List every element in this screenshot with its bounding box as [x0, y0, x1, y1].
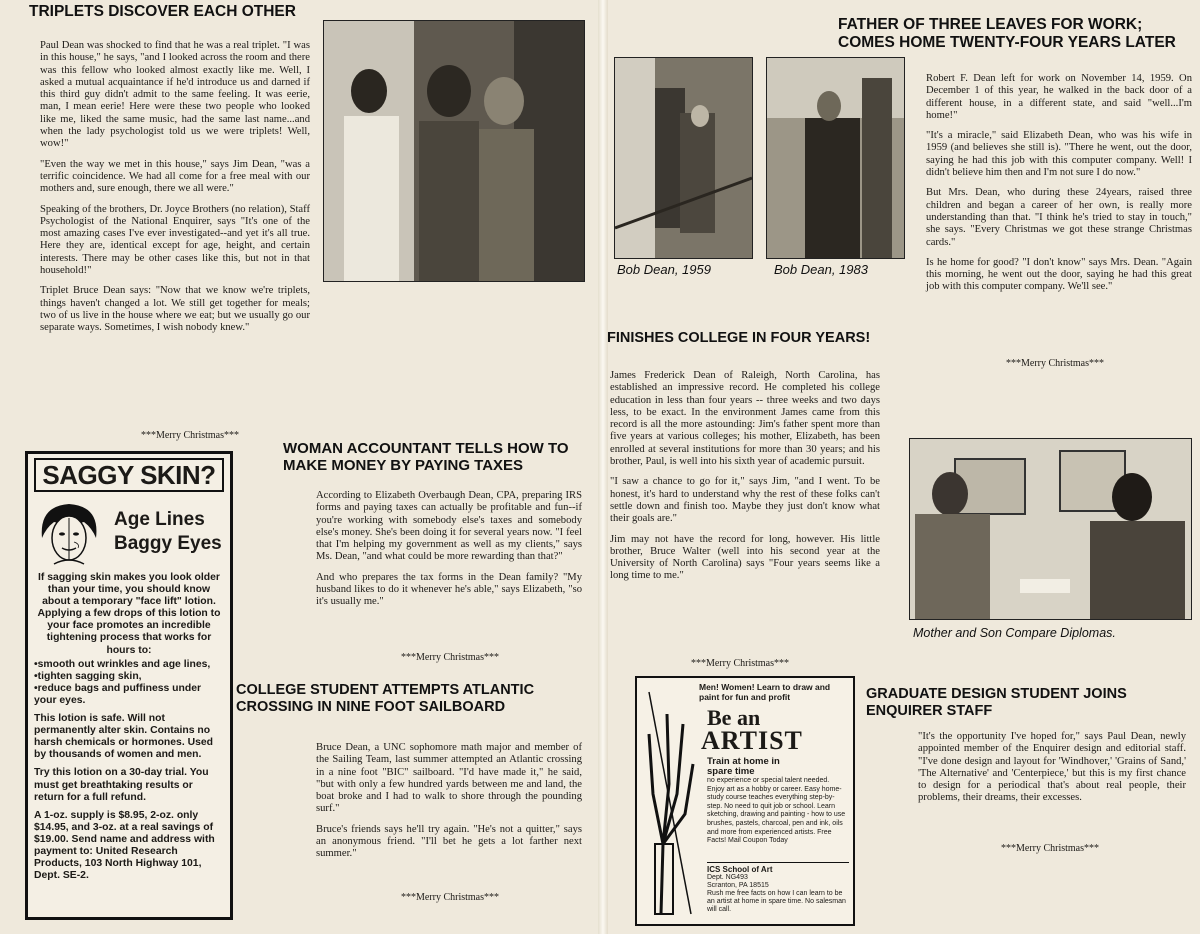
diplomas-caption: Mother and Son Compare Diplomas. — [913, 626, 1116, 640]
father-merry: ***Merry Christmas*** — [1005, 358, 1105, 369]
designer-merry: ***Merry Christmas*** — [1000, 843, 1100, 854]
woman-face-icon — [34, 498, 104, 566]
designer-headline: GRADUATE DESIGN STUDENT JOINS ENQUIRER STAFF — [866, 686, 1127, 719]
center-fold — [598, 0, 608, 934]
artist-ad-heading-be-an: Be an — [707, 705, 761, 730]
artist-ad-intro: Men! Women! Learn to draw and paint for fun and profit — [699, 682, 831, 702]
college-paragraph: Jim may not have the record for long, however. His little brother, Bruce Walter (well into his second year at the University of North Carolina) says "Four years seems like a long time to me." — [610, 533, 880, 582]
ad-title: SAGGY SKIN? — [34, 458, 224, 492]
designer-paragraph: "It's the opportunity I've hoped for," says Paul Dean, newly appointed member of the Enquirer design and editorial staff. "I've done design and layout for 'Windhover,' 'Grains of Sand,' 'The Alternative' and 'Centerpiece,' but this is my first chance to design for a periodical that's about real people, their problems, their dreams, their excesses. — [918, 731, 1186, 804]
ad-subtitle-baggy-eyes: Baggy Eyes — [114, 533, 222, 554]
triplets-merry: ***Merry Christmas*** — [140, 430, 240, 441]
triplets-paragraph: Paul Dean was shocked to find that he was a real triplet. "I was in this house," he says, "and I looked across the room and there was this fellow who looked almost exactly like me. Well, I asked a mutual acquaintance if he'd introduce us and darned if this third guy didn't admit to the same feeling. It was eerie, man, I mean eerie! Here were these two people who looked like me, liked the same music, had the same last name...and when the lady psychologist told us we were triplets! Well, wow!" — [40, 40, 310, 150]
college-merry: ***Merry Christmas*** — [690, 658, 790, 669]
triplets-paragraph: "Even the way we met in this house," says Jim Dean, "was a terrific coincidence. We had all come for a free meal with our mothers and, sure enough, there we all were." — [40, 158, 310, 195]
sailboard-headline: COLLEGE STUDENT ATTEMPTS ATLANTIC CROSSING IN NINE FOOT SAILBOARD — [236, 682, 535, 715]
artist-ad-train: Train at home in spare time — [707, 756, 780, 777]
diplomas-photo — [909, 438, 1192, 620]
triplets-photo — [323, 20, 585, 282]
college-article — [610, 370, 880, 591]
triplets-paragraph: Triplet Bruce Dean says: "Now that we know we're triplets, things haven't changed a lot. We still get together for meals; two of us live in the house where we eat; but we usually go our separate ways. Sometimes, I wish nobody knew." — [40, 285, 310, 334]
accountant-paragraph: According to Elizabeth Overbaugh Dean, CPA, preparing IRS forms and paying taxes can actually be profitable and fun--if you're working with somebody else's taxes and somebody else's money. She's been doing it for several years now. "I feel that I'm helping my government as well as my clients," says Ms. Dean, "and what could be more rewarding than that?" — [316, 490, 582, 563]
triplets-paragraph: Speaking of the brothers, Dr. Joyce Brothers (no relation), Staff Psychologist of the National Enquirer, says "It's one of the most amazing cases I've ever investigated--and yet it's all true. Here they are, identical except for age, height, and certain interests. There may be other cases like this, but not in that household!" — [40, 203, 310, 277]
saggy-skin-ad — [25, 451, 233, 920]
ad-order-text: A 1-oz. supply is $8.95, 2-oz. only $14.95, and 3-oz. at a real savings of $19.00. Send name and address with payment to: United Research Products, 103 North Highway 101, Dept. SE-2. — [34, 809, 215, 882]
ad-safety-text: This lotion is safe. Will not permanently alter skin. Contains no harsh chemicals or hormones. Used by thousands of women and men. — [34, 713, 214, 761]
artist-ad-school: ICS School of Art — [707, 865, 773, 874]
accountant-paragraph: And who prepares the tax forms in the Dean family? "My husband likes to do it whenever he's able," says Elizabeth, "so it's usually me." — [316, 571, 582, 608]
ad-subtitle-age-lines: Age Lines — [114, 509, 205, 530]
father-paragraph: Is he home for good? "I don't know" says Mrs. Dean. "Again this morning, he went out the door, saying he had this great job with this computer company. We'll see." — [926, 256, 1192, 293]
sailboard-paragraph: Bruce's friends says he'll try again. "He's not a quitter," says an anonymous friend. "I'll bet he gets a lot farther next summer." — [316, 823, 582, 860]
designer-article — [918, 731, 1186, 813]
triplets-article — [40, 40, 310, 343]
artist-ad-heading-artist: ARTIST — [701, 726, 803, 755]
bob-1959-photo — [614, 57, 753, 259]
be-an-artist-ad — [635, 676, 855, 926]
accountant-article — [316, 490, 582, 617]
artist-ad-dept: Dept. NG493 — [707, 874, 748, 881]
sailboard-merry: ***Merry Christmas*** — [400, 892, 500, 903]
bob-1983-photo — [766, 57, 905, 259]
accountant-headline: WOMAN ACCOUNTANT TELLS HOW TO MAKE MONEY BY PAYING TAXES — [283, 440, 569, 474]
ad-bullet: •tighten sagging skin, — [34, 670, 142, 682]
ad-intro: If sagging skin makes you look older than your time, you should know about a temporary "face lift" lotion. Applying a few drops of this lotion to your face promotes an incredible tightening process that works for hours to: — [37, 572, 221, 656]
bob-1983-caption: Bob Dean, 1983 — [774, 262, 868, 277]
sailboard-article — [316, 742, 582, 869]
skeleton-hand-icon — [641, 684, 699, 922]
ad-bullet: •smooth out wrinkles and age lines, — [34, 658, 211, 670]
artist-ad-description: no experience or special talent needed. Enjoy art as a hobby or career. Easy home-study course teaches everything step-by-step. No need to quit job or school. Learn sketching, drawing and painting - how to use brushes, pastels, charcoal, pen and ink, oils and more from experienced artists. Free Facts! Mail Coupon Today — [707, 777, 846, 845]
father-headline: FATHER OF THREE LEAVES FOR WORK; COMES HOME TWENTY-FOUR YEARS LATER — [838, 16, 1176, 51]
father-paragraph: But Mrs. Dean, who during these 24years, raised three children and began a career of her own, is really more understanding than that. "I think he's tried to stay in touch," she says. "Every Christmas we got these strange Christmas cards." — [926, 187, 1192, 248]
triplets-headline: TRIPLETS DISCOVER EACH OTHER — [29, 3, 296, 20]
sailboard-paragraph: Bruce Dean, a UNC sophomore math major and member of the Sailing Team, last summer attempted an Atlantic crossing in a nine foot "BIC" sailboard. "I'd have made it," he said, "but with only a few hundred yards between me and land, the boat broke and I had to walk to shore through the pounding surf." — [316, 742, 582, 815]
father-paragraph: "It's a miracle," said Elizabeth Dean, who was his wife in 1959 (and believes she still is). "There he went, out the door, saying he had this job with this computer company. Well! I didn't believe him then and I'm not sure I do now." — [926, 130, 1192, 179]
college-headline: FINISHES COLLEGE IN FOUR YEARS! — [607, 330, 871, 346]
ad-bullet: •reduce bags and puffiness under your eyes. — [34, 682, 202, 706]
accountant-merry: ***Merry Christmas*** — [400, 652, 500, 663]
father-paragraph: Robert F. Dean left for work on November 14, 1959. On December 1 of this year, he walked in the back door of a different house, in a different state, and said "well...I'm home!" — [926, 73, 1192, 121]
ad-trial-text: Try this lotion on a 30-day trial. You must get breathtaking results or return for a full refund. — [34, 767, 209, 803]
father-article — [926, 73, 1192, 302]
artist-ad-coupon — [707, 862, 849, 914]
bob-1959-caption: Bob Dean, 1959 — [617, 262, 711, 277]
college-paragraph: "I saw a chance to go for it," says Jim, "and I went. To be honest, it's hard to understand why the rest of these folks can't settle down and finish too. Maybe they just don't know what their goals are." — [610, 476, 880, 525]
artist-ad-city: Scranton, PA 18515 — [707, 882, 769, 889]
college-paragraph: James Frederick Dean of Raleigh, North Carolina, has established an impressive record. He completed his college education in less than four years -- three weeks and two days less, to be exact. In the environment James came from this record is all the more astounding: Jim's father spent more than five years at various colleges; his mother, Elizabeth, has been enrolled at several institutions for more than 30 years; and his brother, Paul, is well into his sixth year of academic pursuit. — [610, 370, 880, 468]
artist-ad-rush: Rush me free facts on how I can learn to be an artist at home in spare time. No salesman will call. — [707, 890, 846, 913]
